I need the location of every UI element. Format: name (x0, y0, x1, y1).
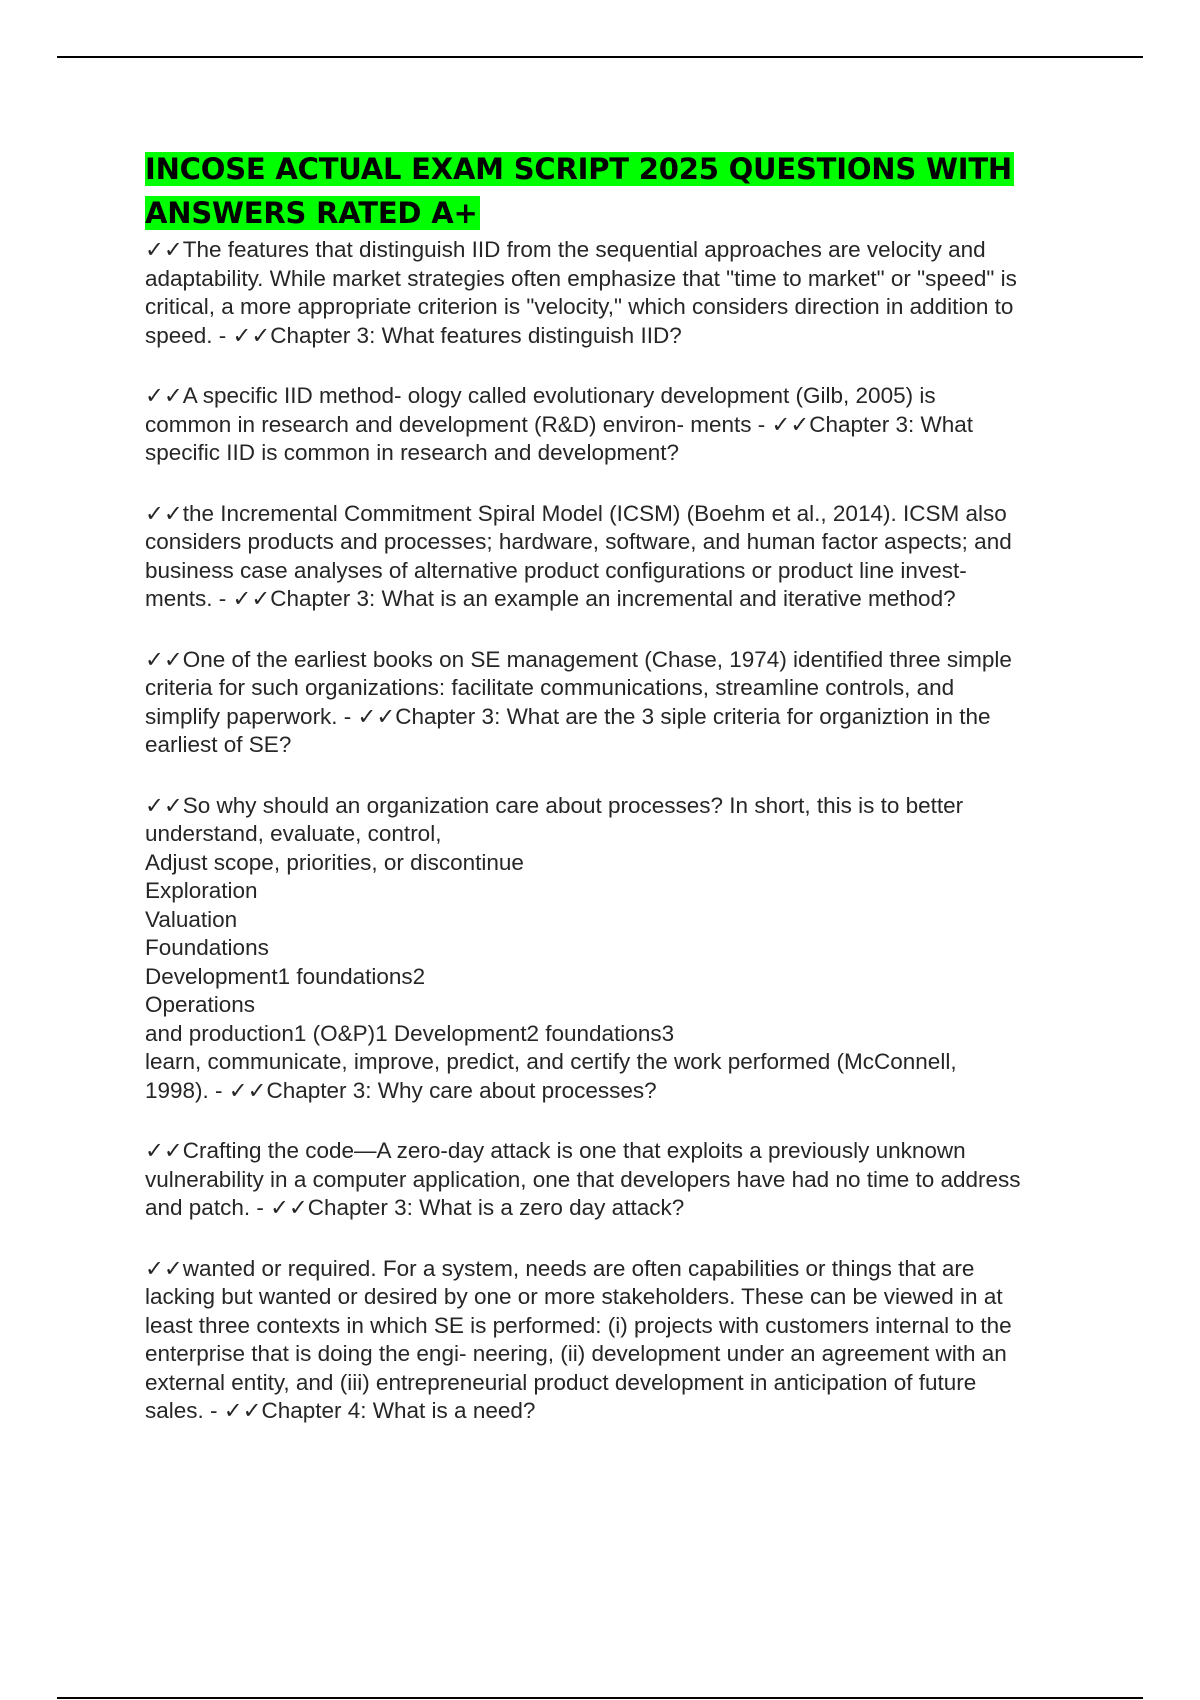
qa-item (145, 792, 1095, 1106)
page-title (145, 147, 1095, 235)
qa-line: simplify paperwork. - ✓✓Chapter 3: What are the 3 siple criteria for organiztion in the (145, 703, 991, 729)
qa-line: Development1 foundations2 (145, 963, 426, 989)
qa-line: and patch. - ✓✓Chapter 3: What is a zero day attack? (145, 1195, 685, 1220)
header-rule (57, 56, 1143, 58)
footer-rule (57, 1697, 1143, 1699)
qa-line: ✓✓So why should an organization care about processes? In short, this is to better (145, 792, 964, 818)
qa-line: Valuation (145, 906, 238, 932)
qa-line: ✓✓The features that distinguish IID from the sequential approaches are velocity and (145, 237, 986, 262)
qa-line: adaptability. While market strategies often emphasize that "time to market" or "speed" is (145, 265, 1017, 291)
qa-line: Adjust scope, priorities, or discontinue (145, 849, 524, 875)
qa-line: Exploration (145, 878, 258, 903)
qa-item (145, 382, 1095, 468)
qa-line: common in research and development (R&D) environ- ments - ✓✓Chapter 3: What (145, 411, 974, 437)
qa-line: lacking but wanted or desired by one or more stakeholders. These can be viewed in at (145, 1284, 1003, 1309)
qa-line: criteria for such organizations: facilitate communications, streamline controls, and (145, 675, 955, 700)
qa-line: ✓✓One of the earliest books on SE management (Chase, 1974) identified three simple (145, 646, 1012, 672)
qa-line: ments. - ✓✓Chapter 3: What is an example an incremental and iterative method? (145, 586, 956, 611)
qa-line: business case analyses of alternative product configurations or product line invest- (145, 557, 967, 583)
qa-item (145, 646, 1095, 760)
qa-line: vulnerability in a computer application, one that developers have had no time to address (145, 1166, 1021, 1192)
qa-line: ✓✓wanted or required. For a system, needs are often capabilities or things that are (145, 1255, 975, 1281)
qa-line: 1998). - ✓✓Chapter 3: Why care about processes? (145, 1077, 657, 1103)
qa-item (145, 236, 1095, 350)
qa-line: speed. - ✓✓Chapter 3: What features distinguish IID? (145, 322, 682, 348)
qa-item (145, 500, 1095, 614)
qa-line: ✓✓Crafting the code—A zero-day attack is one that exploits a previously unknown (145, 1138, 966, 1163)
qa-line: external entity, and (iii) entrepreneurial product development in anticipation of future (145, 1369, 977, 1395)
qa-line: earliest of SE? (145, 732, 292, 757)
qa-item (145, 1137, 1095, 1223)
title-block (145, 147, 1095, 235)
qa-line: and production1 (O&P)1 Development2 foundations3 (145, 1020, 675, 1046)
qa-line: ✓✓the Incremental Commitment Spiral Model (ICSM) (Boehm et al., 2014). ICSM also (145, 500, 1007, 526)
qa-list (145, 236, 1095, 1458)
qa-line: sales. - ✓✓Chapter 4: What is a need? (145, 1398, 536, 1423)
qa-line: enterprise that is doing the engi- neering, (ii) development under an agreement with an (145, 1341, 1007, 1366)
qa-line: specific IID is common in research and development? (145, 440, 680, 465)
qa-line: Operations (145, 992, 256, 1017)
qa-line: ✓✓A specific IID method- ology called evolutionary development (Gilb, 2005) is (145, 383, 936, 408)
qa-line: least three contexts in which SE is performed: (i) projects with customers internal to the (145, 1312, 1012, 1338)
qa-line: Foundations (145, 935, 269, 960)
qa-line: critical, a more appropriate criterion is "velocity," which considers direction in addition to (145, 294, 1014, 319)
page-title-text: INCOSE ACTUAL EXAM SCRIPT 2025 QUESTIONS WITH ANSWERS RATED A+ (145, 152, 1012, 230)
qa-line: learn, communicate, improve, predict, and certify the work performed (McConnell, (145, 1049, 957, 1074)
qa-line: understand, evaluate, control, (145, 821, 442, 846)
qa-item (145, 1255, 1095, 1426)
qa-line: considers products and processes; hardware, software, and human factor aspects; and (145, 529, 1012, 554)
